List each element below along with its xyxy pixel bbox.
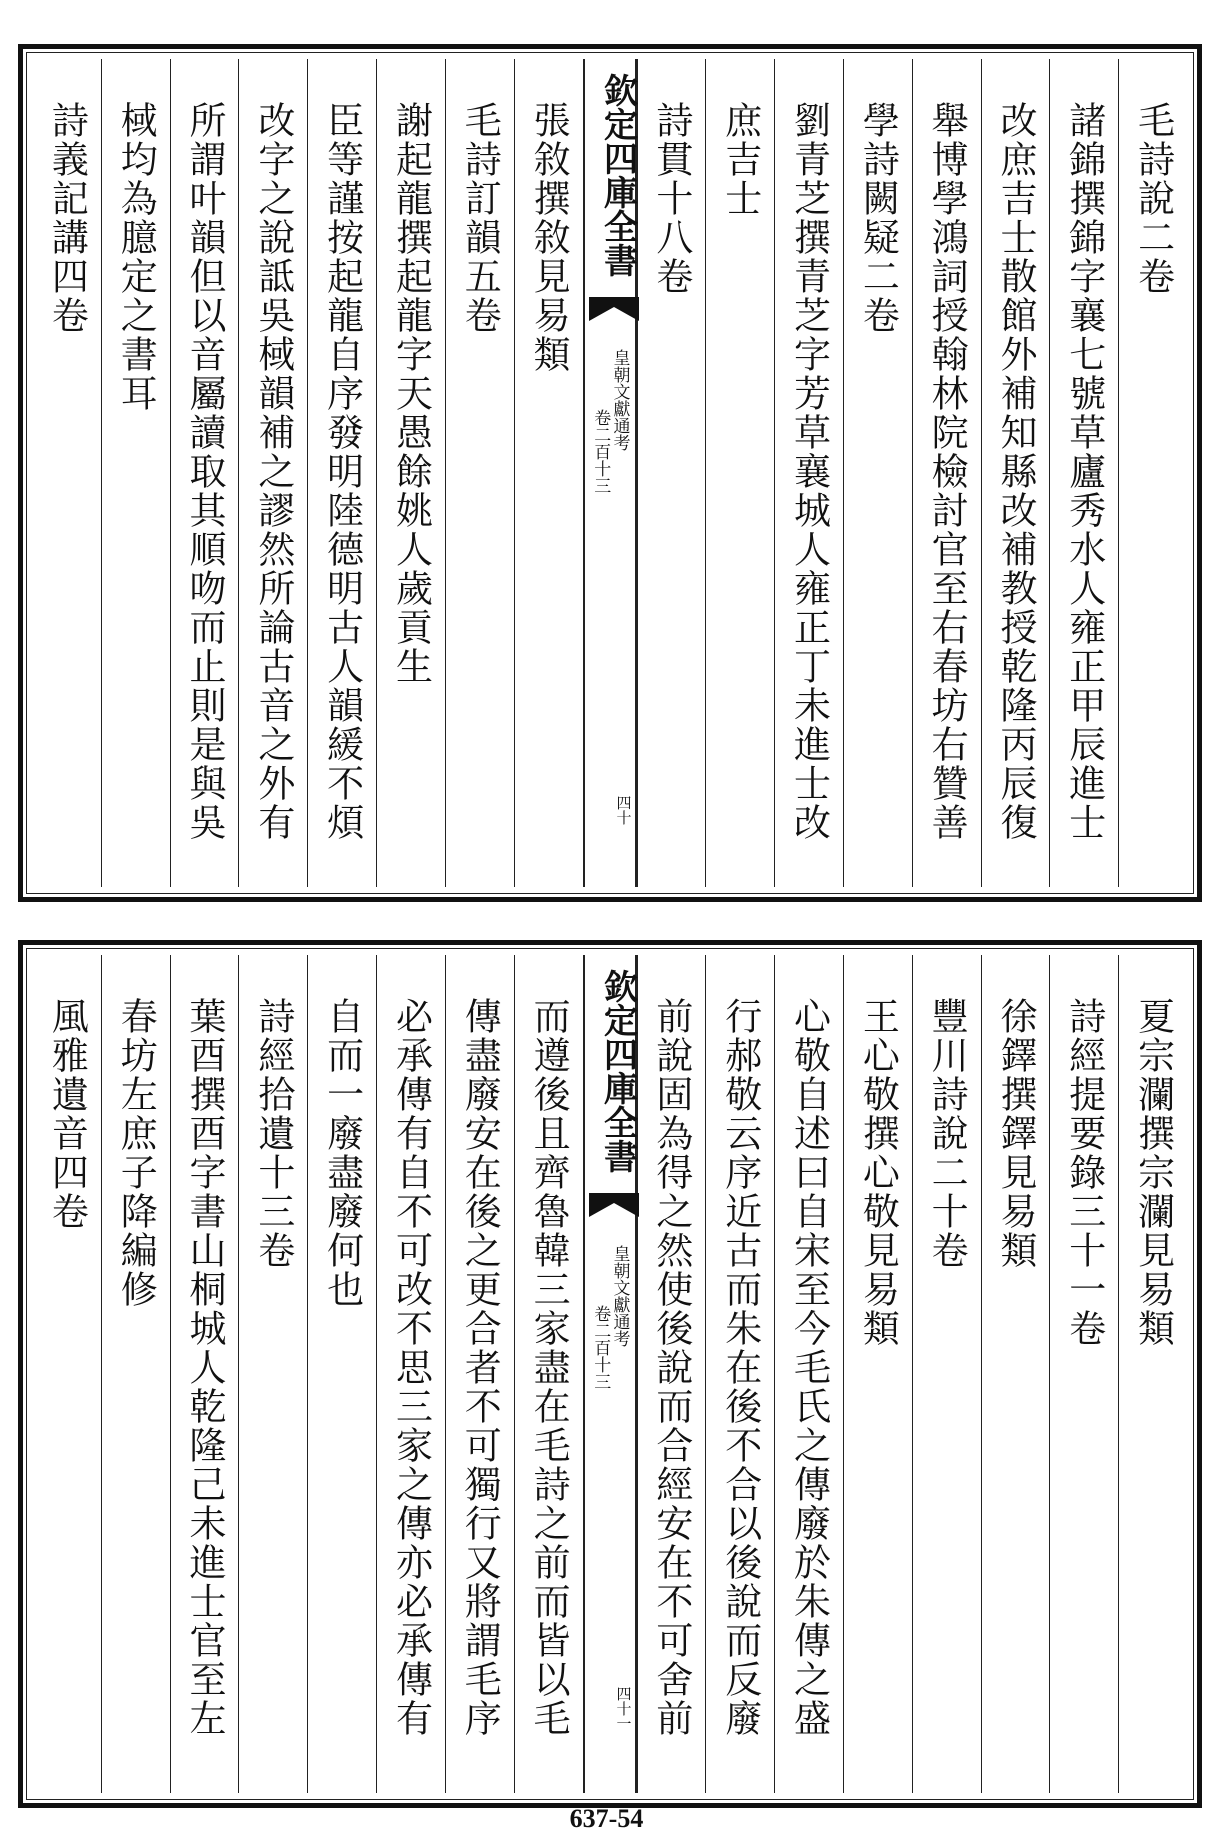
text-column bbox=[843, 955, 912, 1793]
column-text: 必承傳有自不可改不思三家之傳亦必承傳有 bbox=[389, 997, 433, 1738]
text-column bbox=[514, 59, 583, 887]
bottom-page bbox=[18, 940, 1202, 1808]
top-page bbox=[18, 44, 1202, 902]
text-column bbox=[912, 59, 981, 887]
column-text: 王心敬撰心敬見易類 bbox=[856, 997, 900, 1348]
page-spine bbox=[583, 955, 637, 1793]
column-text: 學詩闕疑二卷 bbox=[856, 101, 900, 335]
text-column bbox=[912, 955, 981, 1793]
column-text: 自而一廢盡廢何也 bbox=[320, 997, 364, 1309]
top-page-columns bbox=[33, 59, 1187, 887]
column-text: 詩貫十八卷 bbox=[649, 101, 693, 296]
spine-source: 皇朝文獻通考 bbox=[609, 1245, 630, 1347]
bottom-page-columns bbox=[33, 955, 1187, 1793]
column-text: 春坊左庶子降編修 bbox=[114, 997, 158, 1309]
column-text: 徐鐸撰鐸見易類 bbox=[993, 997, 1037, 1270]
spine-volume: 卷二百十三 bbox=[590, 409, 611, 494]
text-column bbox=[33, 955, 101, 1793]
text-column bbox=[445, 59, 514, 887]
column-text: 諸錦撰錦字襄七號草廬秀水人雍正甲辰進士 bbox=[1062, 101, 1106, 842]
column-text: 劉青芝撰青芝字芳草襄城人雍正丁未進士改 bbox=[787, 101, 831, 842]
text-column bbox=[705, 955, 774, 1793]
spine-volume: 卷二百十三 bbox=[590, 1305, 611, 1390]
column-text: 夏宗瀾撰宗瀾見易類 bbox=[1131, 997, 1175, 1348]
text-column bbox=[445, 955, 514, 1793]
spine-title: 欽定四庫全書 bbox=[597, 73, 638, 277]
text-column bbox=[170, 59, 239, 887]
text-column bbox=[238, 955, 307, 1793]
text-column bbox=[1118, 955, 1187, 1793]
text-column bbox=[637, 955, 706, 1793]
fish-tail-icon bbox=[589, 1193, 639, 1217]
text-column bbox=[705, 59, 774, 887]
text-column bbox=[1049, 955, 1118, 1793]
column-text: 葉酉撰酉字書山桐城人乾隆己未進士官至左 bbox=[183, 997, 227, 1738]
text-column bbox=[774, 59, 843, 887]
text-column bbox=[33, 59, 101, 887]
page-spine bbox=[583, 59, 637, 887]
text-column bbox=[1049, 59, 1118, 887]
text-column bbox=[170, 955, 239, 1793]
column-text: 毛詩說二卷 bbox=[1131, 101, 1175, 296]
column-text: 心敬自述曰自宋至今毛氏之傳廢於朱傳之盛 bbox=[787, 997, 831, 1738]
text-column bbox=[101, 955, 170, 1793]
column-text: 詩經拾遺十三卷 bbox=[251, 997, 295, 1270]
column-text: 詩義記講四卷 bbox=[45, 101, 89, 335]
column-text: 行郝敬云序近古而朱在後不合以後說而反廢 bbox=[718, 997, 762, 1738]
text-column bbox=[376, 955, 445, 1793]
column-text: 臣等謹按起龍自序發明陸德明古人韻緩不煩 bbox=[320, 101, 364, 842]
column-text: 棫均為臆定之書耳 bbox=[114, 101, 158, 413]
spine-source: 皇朝文獻通考 bbox=[609, 349, 630, 451]
text-column bbox=[774, 955, 843, 1793]
text-column bbox=[514, 955, 583, 1793]
column-text: 而遵後且齊魯韓三家盡在毛詩之前而皆以毛 bbox=[527, 997, 571, 1738]
text-column bbox=[101, 59, 170, 887]
text-column bbox=[1118, 59, 1187, 887]
column-text: 改字之說詆吳棫韻補之謬然所論古音之外有 bbox=[251, 101, 295, 842]
text-column bbox=[981, 59, 1050, 887]
column-text: 舉博學鴻詞授翰林院檢討官至右春坊右贊善 bbox=[925, 101, 969, 842]
spine-page-number: 四十 bbox=[614, 795, 633, 825]
text-column bbox=[238, 59, 307, 887]
spine-page-number: 四十一 bbox=[614, 1686, 633, 1731]
text-column bbox=[307, 955, 376, 1793]
column-text: 豐川詩說二十卷 bbox=[925, 997, 969, 1270]
spine-title: 欽定四庫全書 bbox=[597, 969, 638, 1173]
column-text: 毛詩訂韻五卷 bbox=[458, 101, 502, 335]
column-text: 謝起龍撰起龍字天愚餘姚人歲貢生 bbox=[389, 101, 433, 686]
page-footer-number: 637-54 bbox=[569, 1804, 644, 1833]
column-text: 庶吉士 bbox=[718, 101, 762, 218]
column-text: 所謂叶韻但以音屬讀取其順吻而止則是與吳 bbox=[183, 101, 227, 842]
column-text: 傳盡廢安在後之更合者不可獨行又將謂毛序 bbox=[458, 997, 502, 1738]
column-text: 張敘撰敘見易類 bbox=[527, 101, 571, 374]
text-column bbox=[307, 59, 376, 887]
column-text: 詩經提要錄三十一卷 bbox=[1062, 997, 1106, 1348]
column-text: 改庶吉士散館外補知縣改補教授乾隆丙辰復 bbox=[993, 101, 1037, 842]
column-text: 前說固為得之然使後說而合經安在不可舍前 bbox=[649, 997, 693, 1738]
text-column bbox=[981, 955, 1050, 1793]
column-text: 風雅遺音四卷 bbox=[45, 997, 89, 1231]
text-column bbox=[376, 59, 445, 887]
fish-tail-icon bbox=[589, 297, 639, 321]
text-column bbox=[637, 59, 706, 887]
text-column bbox=[843, 59, 912, 887]
